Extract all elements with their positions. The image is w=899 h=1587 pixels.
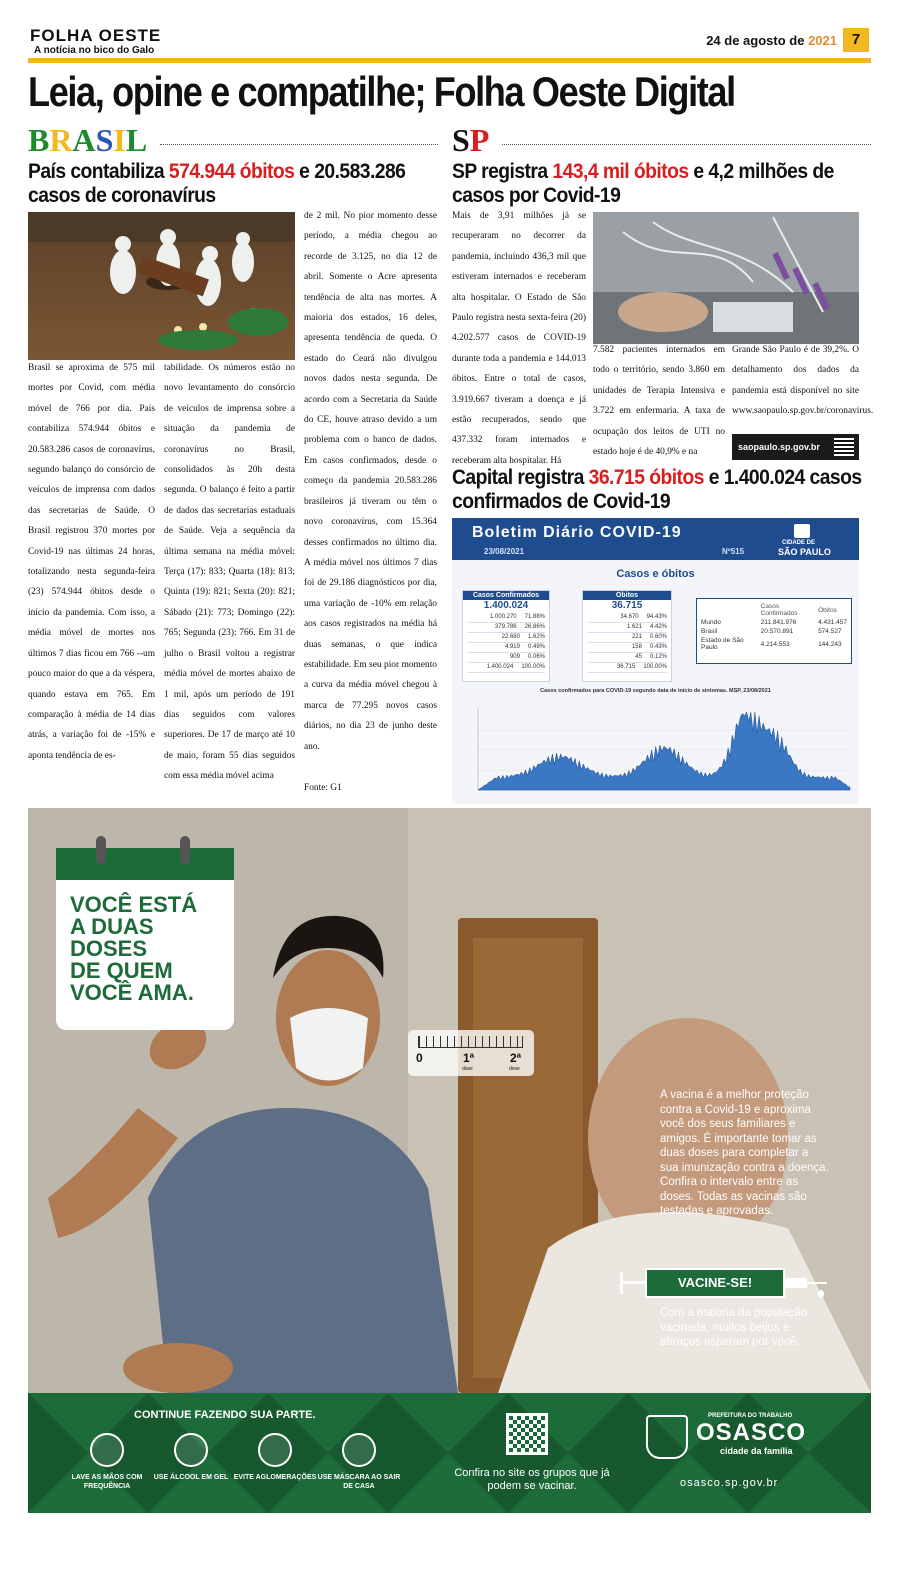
vaccine-ad (28, 808, 871, 1393)
sp-column-3: Grande São Paulo é de 39,2%. O detalhamento dos dados da pandemia está disponível no site www.saopaulo.sp.gov.br/coronavirus. (732, 345, 874, 417)
ad-footer (28, 1393, 871, 1513)
table-row (467, 643, 545, 653)
table-row (467, 663, 545, 673)
cases-rows (463, 611, 549, 675)
sp-site-badge: saopaulo.sp.gov.br (732, 434, 859, 460)
sp-column-1: Mais de 3,91 milhões já se recuperaram no decorrer da pandemia, incluindo 436,3 mil que estiveram internados e receberam alta hospitalar. O Estado de São Paulo registra nesta sexta-feira (20) 4.202.577 casos de COVID-19 durante toda a pandemia e 144.013 óbitos. Entre o total de casos, 3.919.667 tiveram a doença e já estão recuperados, sendo que 437.332 foram internados e receberam alta hospitalar. Há (452, 211, 586, 466)
table-cell: 1.000.270 (489, 614, 517, 620)
table-header: Casos Confirmados (760, 603, 798, 617)
ruler-sub-1: dose (462, 1066, 473, 1072)
table-row (467, 633, 545, 643)
brasil-column-3: de 2 mil. No pior momento desse período, a média chegou ao recorde de 3.125, no dia 12 de abril. Somente o Acre apresenta tendência de alta nas mortes. A maioria dos estados, 16 deles, apresenta tendência de queda. O estado do Ceará não divulgou novos dados nesta segunda. De acordo com a Secretaria da Saúde do CE, houve atraso devido a um problema com o banco de dados. Em casos confirmados, desde o começo da pandemia 20.583.286 brasileiros já tiveram ou têm o novo coronavírus, com 15.364 desses confirmados no último dia. A média móvel nos últimos 7 dias foi de 29.186 diagnósticos por dia, uma variação de -10% em relação aos casos registrados na média há duas semanas, o que indica estabilidade. Em seu pior momento a curva da média móvel chegou à marca de 77.295 novos casos diários, no dia 23 de junho deste ano. (304, 211, 437, 752)
table-cell: 221 (631, 634, 642, 640)
table-row (587, 663, 667, 673)
sp-column-2: 7.582 pacientes internados em todo o território, sendo 3.860 em unidades de Terapia Intensiva e 3.722 em enfermaria. A taxa de ocupação dos leitos de UTI no estado hoje é de 40,9% e na (593, 345, 725, 458)
section-letter: A (72, 122, 96, 158)
table-cell: 34.670 (620, 614, 639, 620)
city-label: CIDADE DE (782, 540, 816, 546)
issue-date: 24 de agosto de 2021 (706, 33, 837, 48)
table-cell: Mundo (701, 619, 721, 626)
deaths-rows (583, 611, 671, 675)
header-rule (28, 58, 871, 63)
capital-headline: Capital registra 36.715 óbitos e 1.400.024 casos confirmados de Covid-19 (452, 466, 862, 513)
qr-code[interactable] (506, 1413, 548, 1455)
table-row (700, 618, 848, 627)
pref-label: PREFEITURA DO TRABALHO (708, 1413, 793, 1419)
table-row (700, 627, 848, 636)
ad-body-text: A vacina é a melhor proteção contra a Covid-19 e aproxima você dos seus familiares e amigos. É importante tomar as duas doses para completar a sua imunização contra a doença. Confira o intervalo entre as doses. Todas as vacinas são testadas e aprovadas. (660, 1089, 829, 1217)
table-cell: 26.86% (524, 624, 545, 630)
syringe-graphic (620, 1268, 830, 1298)
table-cell: 0.06% (527, 654, 545, 660)
brasil-source: Fonte: G1 (304, 783, 342, 793)
table-cell: 144.243 (818, 640, 842, 648)
footer-title: CONTINUE FAZENDO SUA PARTE. (134, 1409, 316, 1421)
osasco-crest-icon (646, 1415, 688, 1459)
cases-total: 1.400.024 (483, 600, 529, 611)
deaths-table (582, 590, 672, 682)
table-cell: 0.12% (649, 654, 667, 660)
page-headline: Leia, opine e compatilhe; Folha Oeste Digital (28, 68, 735, 115)
table-row (587, 613, 667, 623)
hands-icon (90, 1433, 124, 1467)
brasil-headline: País contabiliza 574.944 óbitos e 20.583.286 casos de coronavírus (28, 160, 406, 207)
table-cell: 22.680 (501, 634, 520, 640)
table-cell: 909 (509, 654, 520, 660)
table-cell: 4.919 (504, 644, 520, 650)
section-letter: L (125, 122, 148, 158)
bulletin-number: Nº515 (722, 547, 745, 556)
epi-curve-chart (458, 698, 854, 798)
calendar-line: A DUAS (70, 914, 154, 939)
epi-chart-title: Casos confirmados para COVID-19 segundo data de início de sintomas. MSP, 23/08/2021 (540, 688, 771, 694)
table-row (467, 653, 545, 663)
calendar-top-bar (56, 848, 234, 880)
table-row (467, 613, 545, 623)
table-header (700, 602, 760, 618)
tip-label: USE ÁLCOOL EM GEL (153, 1474, 229, 1481)
ruler-second-dose: 2ª (510, 1051, 522, 1065)
section-divider (160, 144, 438, 145)
table-cell: 4.431.457 (818, 619, 847, 626)
section-letter: R (49, 122, 73, 158)
brasil-column-1: Brasil se aproxima de 575 mil mortes por Covid, com média móvel de 766 por dia. País contabiliza 574.944 óbitos e 20.583.286 casos de coronavírus, segundo balanço do consórcio de veículos de imprensa com dados das secretarias de Saúde. O Brasil registrou 370 mortes por Covid-19 nas últimas 24 horas, totalizando nesta segunda-feira (23) 574.944 óbitos desde o início da pandemia. Com isso, a média móvel de mortes nos últimos 7 dias ficou em 766 --um pouco maior do que a da véspera, quando estava em 765. Em comparação à média de 14 dias atrás, a variação foi de -15% e aponta tendência de es- (28, 363, 155, 761)
cases-table (462, 590, 550, 682)
page-number: 7 (843, 28, 869, 52)
ad-closing-text: Com a maioria da população vacinada, muitos beijos e abraços esperam por você. (660, 1307, 808, 1348)
deaths-total: 36.715 (611, 600, 643, 611)
deaths-label: Óbitos (583, 591, 671, 600)
calendar-ring-icon (96, 836, 106, 864)
osasco-site[interactable]: osasco.sp.gov.br (680, 1477, 779, 1489)
section-divider (502, 144, 871, 145)
mask-icon (342, 1433, 376, 1467)
bulletin-header (452, 518, 859, 560)
bulletin-title: Boletim Diário COVID-19 (472, 524, 682, 541)
table-cell: 1.62% (527, 634, 545, 640)
table-row (587, 653, 667, 663)
section-label-brasil (28, 122, 147, 158)
osasco-slogan: cidade da família (720, 1446, 793, 1456)
calendar-line: VOCÊ ESTÁ (70, 892, 198, 917)
table-cell: 100.00% (521, 664, 545, 670)
burial-photo (28, 212, 295, 360)
calendar-ring-icon (180, 836, 190, 864)
table-cell: Estado de São Paulo (701, 637, 744, 651)
masthead-tagline: A notícia no bico do Galo (34, 45, 155, 56)
table-row (467, 623, 545, 633)
crowd-icon (258, 1433, 292, 1467)
ruler-0: 0 (416, 1051, 423, 1065)
calendar-line: DE QUEM (70, 958, 173, 983)
table-cell: 1.400.024 (486, 664, 514, 670)
vacine-se-label: VACINE-SE! (645, 1268, 785, 1298)
ruler-first-dose: 1ª (463, 1051, 475, 1065)
table-cell: 45 (635, 654, 642, 660)
section-letter: S (452, 122, 470, 158)
section-letter: P (469, 122, 490, 158)
table-row (587, 643, 667, 653)
table-row (587, 633, 667, 643)
comparison-grid (700, 602, 848, 652)
bulletin-panel (452, 518, 859, 804)
brasil-column-2: tabilidade. Os números estão no novo levantamento do consórcio de veículos de imprensa sobre a situação da pandemia de coronavírus no Brasil, consolidados às 20h desta segunda. O balanço é feito a partir de dados das secretarias estaduais de Saúde. Veja a sequência da última semana na média móvel: Terça (17): 833; Quarta (18): 813; Quinta (19): 821; Sexta (20): 821; Sábado (21): 773; Domingo (22): 765; Segunda (23): 766. Em 31 de julho o Brasil voltou a registrar média móvel de mortes abaixo de 1 mil, após um período de 191 dias seguidos com valores superiores. De 17 de março até 10 de maio, foram 55 dias seguidos com essa média móvel acima (164, 363, 295, 782)
table-cell: 0.43% (649, 644, 667, 650)
table-cell: 0.60% (649, 634, 667, 640)
comparison-table (696, 598, 852, 664)
calendar-line: VOCÊ AMA. (70, 980, 194, 1005)
table-header: Óbitos (818, 606, 837, 614)
section-label-sp (452, 122, 489, 158)
section-letter: S (95, 122, 114, 158)
table-cell: 379.786 (494, 624, 517, 630)
section-letter: I (113, 122, 126, 158)
sp-flag-icon (834, 438, 854, 456)
table-cell: 1.621 (626, 624, 642, 630)
calendar-line: DOSES (70, 936, 148, 961)
table-cell: 4.42% (649, 624, 667, 630)
tip-label: USE MÁSCARA AO SAIR DE CASA (317, 1474, 401, 1490)
table-cell: 100.00% (643, 664, 667, 670)
drop-icon (818, 1290, 824, 1298)
icu-photo (593, 212, 859, 344)
section-letter: B (28, 122, 50, 158)
table-row (587, 623, 667, 633)
calendar-card (56, 848, 234, 1030)
dose-ruler (408, 1030, 534, 1076)
city-name: SÃO PAULO (778, 547, 831, 557)
table-cell: Brasil (701, 628, 718, 635)
calendar-text (70, 894, 197, 1004)
table-cell: 94.43% (646, 614, 667, 620)
table-row (700, 636, 848, 652)
bulletin-chart-title: Casos e óbitos (616, 568, 695, 580)
table-cell: 71.88% (524, 614, 545, 620)
ruler-sub-2: dose (509, 1066, 520, 1072)
table-cell: 0.49% (527, 644, 545, 650)
table-cell: 158 (631, 644, 642, 650)
sp-headline: SP registra 143,4 mil óbitos e 4,2 milhões de casos por Covid-19 (452, 160, 834, 207)
tip-label: EVITE AGLOMERAÇÕES (233, 1474, 317, 1481)
masthead-name: FOLHA OESTE (30, 26, 162, 45)
bulletin-date: 23/08/2021 (484, 547, 525, 556)
cases-label: Casos Confirmados (463, 591, 549, 600)
table-cell: 211.841.976 (760, 619, 797, 626)
table-cell: 20.570.891 (760, 628, 794, 635)
table-cell: 4.214.553 (760, 640, 790, 648)
osasco-logo-text: OSASCO (696, 1419, 807, 1446)
city-crest-icon (794, 524, 810, 538)
table-cell: 574.527 (818, 628, 842, 635)
ruler-ticks (418, 1036, 523, 1048)
tip-label: LAVE AS MÃOS COM FREQUÊNCIA (71, 1474, 143, 1490)
qr-caption: Confira no site os grupos que já podem se vacinar. (454, 1467, 610, 1492)
gel-icon (174, 1433, 208, 1467)
table-cell: 36.715 (616, 664, 636, 670)
